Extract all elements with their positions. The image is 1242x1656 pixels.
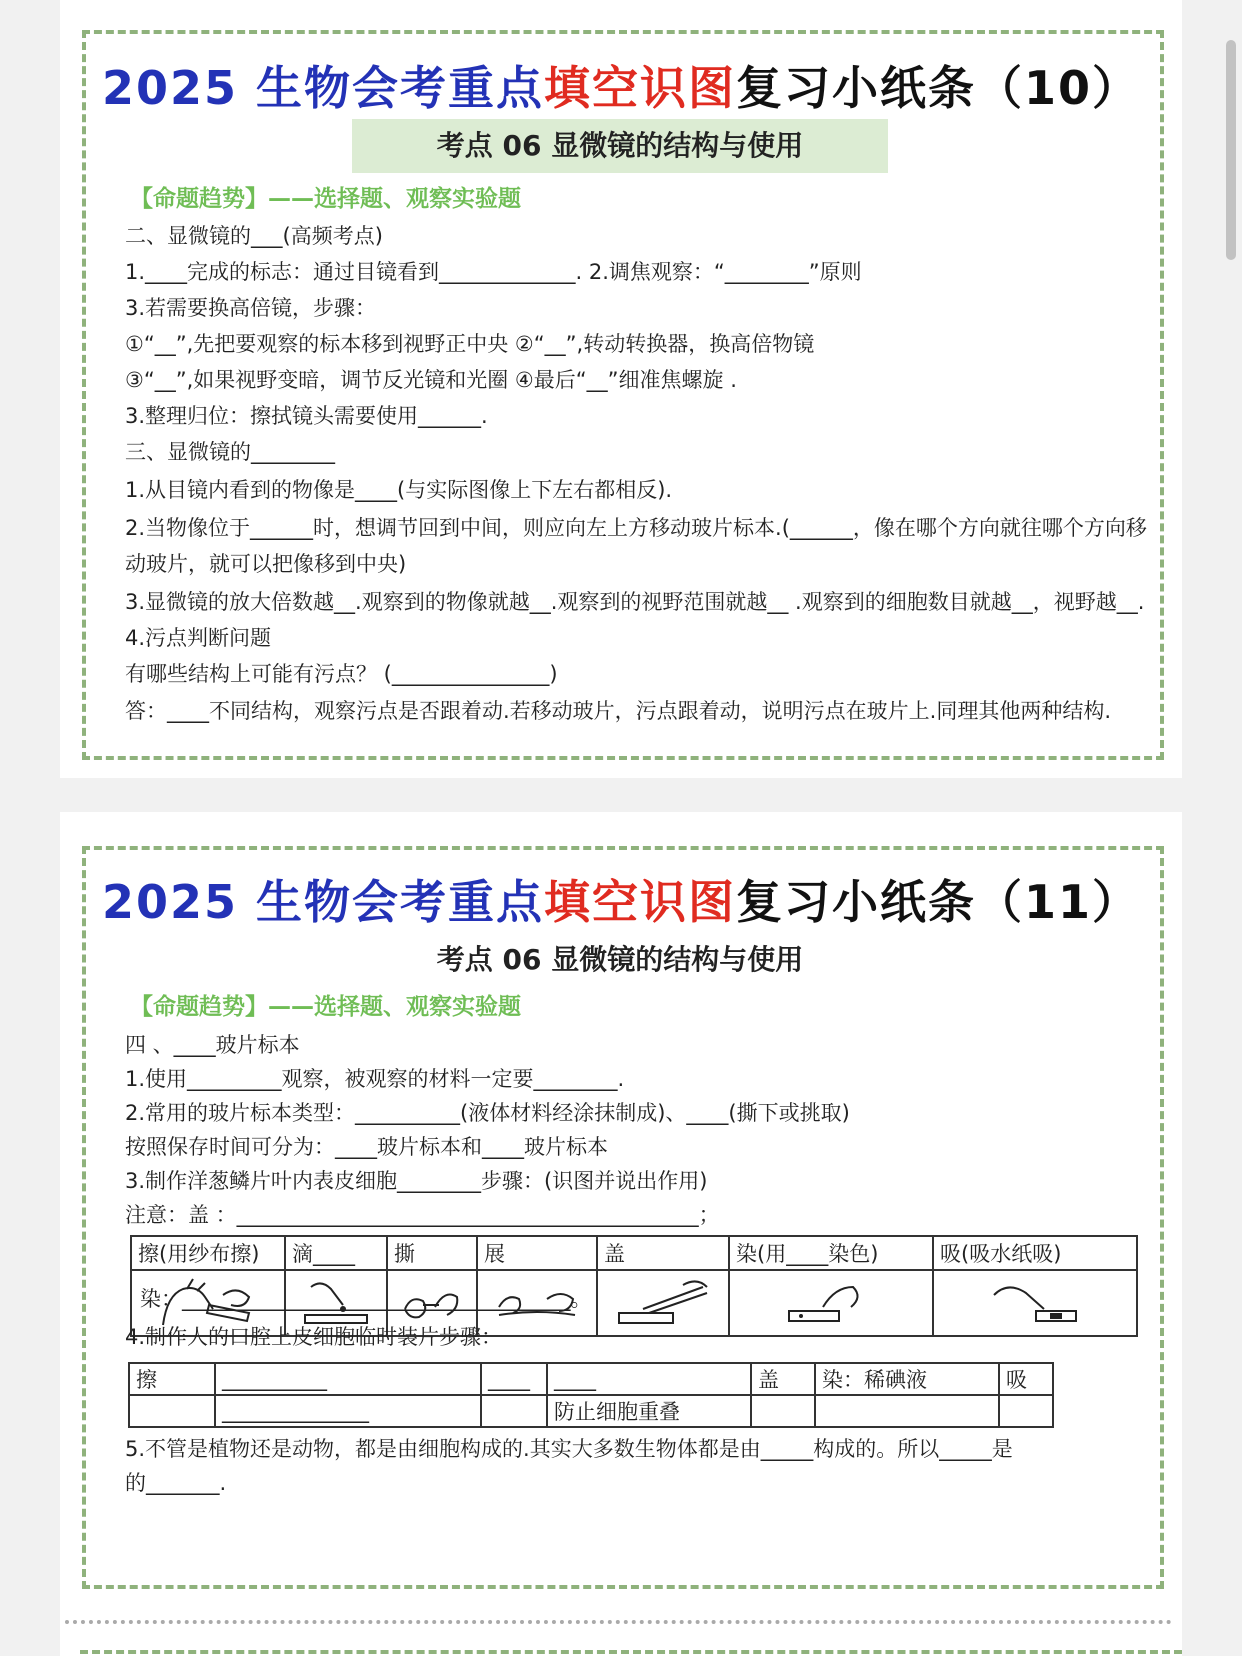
- step-cell: 染(用____染色): [729, 1236, 933, 1270]
- stain-note: 染：_____________________________________。: [140, 1287, 592, 1311]
- text-line: ①“__”,先把要观察的标本移到视野正中央 ②“__”,转动转换器，换高倍物镜: [125, 332, 815, 356]
- step-cell: 吸: [999, 1363, 1053, 1395]
- sheet-title: 2025 生物会考重点填空识图复习小纸条（11）: [101, 875, 1141, 929]
- review-sheet-11: [60, 812, 1182, 1656]
- text-line: 答：____不同结构，观察污点是否跟着动.若移动玻片，污点跟着动，说明污点在玻片上.同理其他两种结构.: [125, 699, 1112, 723]
- next-sheet-border: [80, 1650, 1182, 1654]
- text-line: 二、显微镜的___(高频考点): [125, 224, 383, 248]
- text-line: 3.整理归位：擦拭镜头需要使用______.: [125, 404, 488, 428]
- step-cell: 滴____: [285, 1236, 387, 1270]
- step-cell: 展: [477, 1236, 597, 1270]
- trend-label: 【命题趋势】——选择题、观察实验题: [130, 994, 521, 1020]
- text-line: 1.从目镜内看到的物像是____(与实际图像上下左右都相反).: [125, 478, 673, 502]
- step-cell: [751, 1395, 815, 1427]
- trend-label: 【命题趋势】——选择题、观察实验题: [130, 186, 521, 212]
- text-line: 5.不管是植物还是动物，都是由细胞构成的.其实大多数生物体都是由_____构成的。所以_____是: [125, 1437, 1013, 1461]
- text-line: 4.污点判断问题: [125, 626, 272, 650]
- step-cell: [481, 1395, 547, 1427]
- text-line: 四 、____玻片标本: [125, 1033, 300, 1057]
- review-sheet-10: [60, 0, 1182, 778]
- text-line: 3.显微镜的放大倍数越__.观察到的物像就越__.观察到的视野范围就越__ .观察到的细胞数目就越__，视野越__.: [125, 590, 1145, 614]
- sheet-title: 2025 生物会考重点填空识图复习小纸条（10）: [101, 61, 1141, 115]
- text-line: 有哪些结构上可能有污点？ (_______________): [125, 662, 558, 686]
- step-cell: [999, 1395, 1053, 1427]
- step-cell: __________: [215, 1363, 481, 1395]
- text-line: ③“__”,如果视野变暗，调节反光镜和光圈 ④最后“__”细准焦螺旋 .: [125, 368, 737, 392]
- step-cell: 吸(吸水纸吸): [933, 1236, 1137, 1270]
- dotted-separator: [65, 1620, 1172, 1624]
- text-line: 的_______.: [125, 1471, 227, 1495]
- text-line: 4.制作人的口腔上皮细胞临时装片步骤：: [125, 1325, 503, 1349]
- scrollbar[interactable]: [1226, 40, 1236, 260]
- sheet-subtitle: 考点 06 显微镜的结构与使用: [436, 943, 804, 976]
- text-line: 按照保存时间可分为：____玻片标本和____玻片标本: [125, 1135, 608, 1159]
- text-line: 动玻片，就可以把像移到中央): [125, 552, 407, 576]
- step-cell: [129, 1395, 215, 1427]
- text-line: 2.常用的玻片标本类型：__________(液体材料经涂抹制成)、____(撕下或挑取): [125, 1101, 850, 1125]
- cheek-steps-table: [128, 1362, 1054, 1428]
- step-cell: 盖: [597, 1236, 729, 1270]
- step-cell: 撕: [387, 1236, 477, 1270]
- step-cell: ______________: [215, 1395, 481, 1427]
- step-cell: [815, 1395, 999, 1427]
- text-line: 1.使用_________观察，被观察的材料一定要________.: [125, 1067, 625, 1091]
- step-cell: ____: [481, 1363, 547, 1395]
- step-cell: 染：稀碘液: [815, 1363, 999, 1395]
- step-cell: ____: [547, 1363, 751, 1395]
- text-line: 2.当物像位于______时，想调节回到中间，则应向左上方移动玻片标本.(______，像在哪个方向就往哪个方向移: [125, 516, 1147, 540]
- step-cell: 擦: [129, 1363, 215, 1395]
- text-line: 注意：盖 ：____________________________________________；: [125, 1203, 720, 1227]
- text-line: 3.制作洋葱鳞片叶内表皮细胞________步骤：(识图并说出作用): [125, 1169, 708, 1193]
- step-cell: 盖: [751, 1363, 815, 1395]
- text-line: 3.若需要换高倍镜，步骤：: [125, 296, 377, 320]
- step-cell: 防止细胞重叠: [547, 1395, 751, 1427]
- text-line: 三、显微镜的________: [125, 440, 335, 464]
- sheet-subtitle: 考点 06 显微镜的结构与使用: [352, 119, 888, 173]
- step-cell: 擦(用纱布擦): [131, 1236, 285, 1270]
- text-line: 1.____完成的标志：通过目镜看到_____________. 2.调焦观察：“________”原则: [125, 260, 862, 284]
